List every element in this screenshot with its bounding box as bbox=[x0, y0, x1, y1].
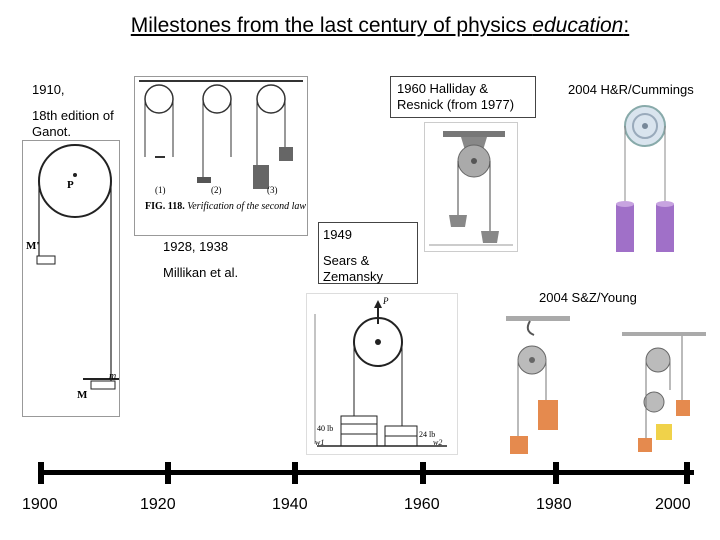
millikan-part-3: (3) bbox=[267, 185, 278, 195]
timeline-axis bbox=[38, 470, 694, 475]
sears-year-label: 1949 bbox=[323, 227, 352, 242]
timeline-tick-1900 bbox=[38, 462, 44, 484]
millikan-part-1: (1) bbox=[155, 185, 166, 195]
millikan-part-2: (2) bbox=[211, 185, 222, 195]
halliday-label-box bbox=[390, 76, 536, 118]
young-label: 2004 S&Z/Young bbox=[539, 290, 637, 305]
timeline-year-1900: 1900 bbox=[22, 496, 58, 513]
timeline-year-1920: 1920 bbox=[140, 496, 176, 513]
timeline-tick-2000 bbox=[684, 462, 690, 484]
sears-p-label: P bbox=[383, 296, 389, 306]
young-figure-right bbox=[620, 326, 708, 460]
timeline-tick-1920 bbox=[165, 462, 171, 484]
millikan-caption-text: Verification of the second law bbox=[187, 201, 307, 212]
ganot-p-label: P bbox=[67, 179, 74, 191]
millikan-caption bbox=[145, 201, 306, 212]
title-emphasis: education bbox=[532, 14, 624, 37]
young-left-pulley-diagram bbox=[502, 310, 574, 460]
sears-figure bbox=[306, 293, 458, 455]
cummings-figure bbox=[612, 104, 678, 256]
millikan-figure bbox=[134, 76, 308, 236]
millikan-caption-fig: FIG. 118. bbox=[145, 201, 185, 212]
millikan-authors-label: Millikan et al. bbox=[163, 265, 239, 280]
sears-w2-label: w2 bbox=[433, 438, 443, 447]
sears-w1-label: w1 bbox=[315, 438, 325, 447]
cummings-pulley-diagram bbox=[612, 104, 678, 256]
ganot-figure bbox=[22, 140, 120, 417]
halliday-pulley-diagram bbox=[425, 123, 517, 251]
sears-authors-label: Sears & Zemansky bbox=[323, 253, 383, 284]
timeline-tick-1980 bbox=[553, 462, 559, 484]
ganot-m-label: M bbox=[77, 389, 88, 401]
ganot-m-prime-label: M' bbox=[26, 240, 40, 252]
timeline-year-1980: 1980 bbox=[536, 496, 572, 513]
page-title: Milestones from the last century of physics education: bbox=[130, 14, 630, 37]
sears-w1-weight-label: 40 lb bbox=[317, 424, 334, 433]
cummings-label: 2004 H&R/Cummings bbox=[568, 82, 694, 97]
timeline-year-1940: 1940 bbox=[272, 496, 308, 513]
millikan-years-label: 1928, 1938 bbox=[163, 239, 229, 254]
sears-w2-weight-label: 24 lb bbox=[419, 430, 436, 439]
ganot-edition-label: 18th edition of Ganot. bbox=[32, 108, 114, 139]
halliday-label: 1960 Halliday & Resnick (from 1977) bbox=[397, 81, 515, 112]
timeline-year-2000: 2000 bbox=[655, 496, 691, 513]
sears-label-box bbox=[318, 222, 418, 284]
halliday-figure bbox=[424, 122, 518, 252]
timeline-tick-1940 bbox=[292, 462, 298, 484]
timeline-tick-1960 bbox=[420, 462, 426, 484]
ganot-year-label: 1910, bbox=[32, 82, 65, 97]
young-figure-left bbox=[502, 310, 574, 460]
timeline-year-1960: 1960 bbox=[404, 496, 440, 513]
young-right-pulley-diagram bbox=[620, 326, 708, 460]
ganot-m-small-label: m bbox=[109, 371, 117, 382]
